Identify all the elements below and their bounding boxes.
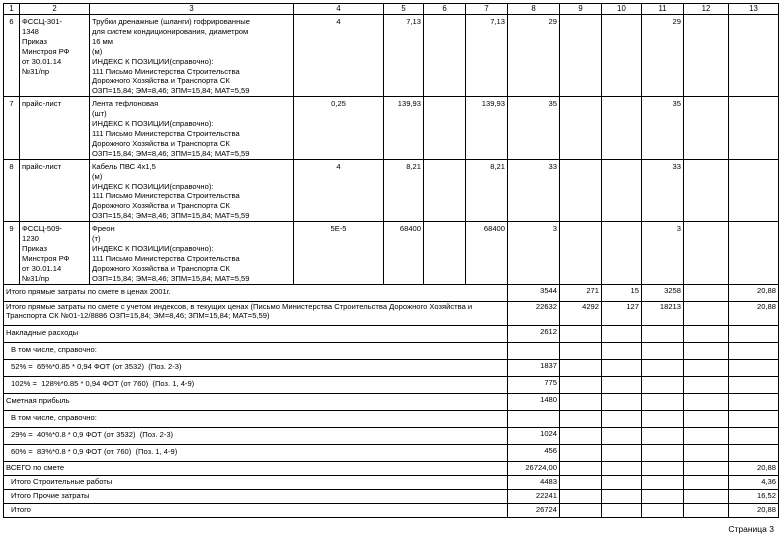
- summary-col-12: [684, 359, 729, 376]
- item-description: [90, 159, 294, 221]
- item-description-line: Кабель ПВС 4х1,5: [92, 161, 156, 171]
- item-code-line: Минстроя РФ: [22, 46, 70, 56]
- item-code-line: от 30.01.14: [22, 56, 62, 66]
- summary-label: Сметная прибыль: [4, 393, 508, 410]
- summary-col-13: [729, 393, 779, 410]
- item-col-13: [729, 159, 779, 221]
- item-description-line: ИНДЕКС К ПОЗИЦИИ(справочно):: [92, 181, 214, 191]
- item-code-line: ФССЦ-301-: [22, 17, 63, 26]
- summary-label: В том числе, справочно:: [4, 342, 508, 359]
- item-total: 29: [508, 15, 560, 97]
- summary-col-13: 16,52: [729, 489, 779, 503]
- item-total: 33: [508, 159, 560, 221]
- summary-total: 22632: [508, 301, 560, 325]
- item-col-12: [684, 15, 729, 97]
- summary-total: 1837: [508, 359, 560, 376]
- summary-col-10: [602, 461, 642, 475]
- summary-col-12: [684, 284, 729, 301]
- summary-col-13: 20,88: [729, 301, 779, 325]
- summary-col-11: [642, 427, 684, 444]
- item-col-6: [424, 159, 466, 221]
- item-col-11: 35: [642, 97, 684, 159]
- summary-label: Накладные расходы: [4, 325, 508, 342]
- summary-col-10: [602, 376, 642, 393]
- summary-col-9: [560, 427, 602, 444]
- item-col-10: [602, 15, 642, 97]
- summary-col-11: [642, 393, 684, 410]
- table-row: [4, 222, 779, 284]
- item-code: [20, 159, 90, 221]
- item-total: 3: [508, 222, 560, 284]
- col-header-3: 3: [90, 4, 294, 15]
- item-description-line: (м): [92, 46, 103, 56]
- summary-col-11: [642, 410, 684, 427]
- item-code-line: ФССЦ-509-: [22, 224, 63, 234]
- summary-total: 456: [508, 444, 560, 461]
- table-row: [4, 15, 779, 97]
- item-description-line: для систем кондиционирования, диаметром: [92, 26, 249, 36]
- col-header-10: 10: [602, 4, 642, 15]
- item-unit-price: 139,93: [384, 97, 424, 159]
- summary-col-9: [560, 393, 602, 410]
- item-col-12: [684, 97, 729, 159]
- summary-label: В том числе, справочно:: [4, 410, 508, 427]
- estimate-table-body: [4, 4, 779, 518]
- item-col-12: [684, 159, 729, 221]
- summary-col-12: [684, 475, 729, 489]
- summary-label: Итого: [4, 503, 508, 517]
- item-description-line: Дорожного Хозяйства и Транспорта СК: [92, 201, 230, 211]
- col-header-5: 5: [384, 4, 424, 15]
- summary-col-13: 20,88: [729, 503, 779, 517]
- summary-total: 775: [508, 376, 560, 393]
- summary-col-12: [684, 393, 729, 410]
- item-number: 9: [4, 222, 20, 284]
- summary-col-12: [684, 342, 729, 359]
- col-header-12: 12: [684, 4, 729, 15]
- item-code: [20, 222, 90, 284]
- item-code-line: Минстроя РФ: [22, 253, 70, 263]
- summary-total: 26724,00: [508, 461, 560, 475]
- item-quantity: 4: [294, 15, 384, 97]
- summary-col-13: [729, 410, 779, 427]
- summary-col-9: [560, 503, 602, 517]
- item-number: 6: [4, 15, 20, 97]
- item-col-7: 68400: [466, 222, 508, 284]
- summary-total: [508, 342, 560, 359]
- item-code-line: №31/пр: [22, 66, 50, 76]
- item-description-line: ИНДЕКС К ПОЗИЦИИ(справочно):: [92, 56, 214, 66]
- summary-col-9: [560, 359, 602, 376]
- item-code-line: Приказ: [22, 36, 48, 46]
- summary-label: Итого прямые затраты по смете в ценах 2001г.: [4, 284, 508, 301]
- summary-row: [4, 284, 779, 301]
- item-code: [20, 97, 90, 159]
- col-header-1: 1: [4, 4, 20, 15]
- summary-row: [4, 342, 779, 359]
- summary-col-9: [560, 475, 602, 489]
- summary-col-13: [729, 427, 779, 444]
- summary-row: [4, 444, 779, 461]
- item-col-9: [560, 159, 602, 221]
- item-description-line: ИНДЕКС К ПОЗИЦИИ(справочно):: [92, 119, 214, 129]
- summary-total: 22241: [508, 489, 560, 503]
- item-description-line: 111 Письмо Министерства Строительства: [92, 191, 240, 201]
- summary-label: Итого прямые затраты по смете с учетом индексов, в текущих ценах (Письмо Министерства Строительства Дорожного Хозяйства и Транспорта СК №01-12/8886 ОЗП=15,84; ЭМ=8,46; ЗПМ=15,84; МАТ=5,59): [4, 301, 508, 325]
- summary-col-9: [560, 410, 602, 427]
- summary-label: 60% = 83%*0.8 * 0,9 ФОТ (от 760) (Поз. 1, 4-9): [4, 444, 508, 461]
- summary-row: [4, 325, 779, 342]
- summary-col-10: 15: [602, 284, 642, 301]
- summary-col-11: [642, 342, 684, 359]
- summary-col-10: [602, 475, 642, 489]
- item-description-line: Фреон: [92, 224, 115, 234]
- item-col-11: 33: [642, 159, 684, 221]
- summary-col-11: [642, 444, 684, 461]
- item-col-7: 8,21: [466, 159, 508, 221]
- summary-col-9: [560, 444, 602, 461]
- summary-col-12: [684, 427, 729, 444]
- item-description-line: Дорожного Хозяйства и Транспорта СК: [92, 263, 230, 273]
- summary-label: Итого Прочие затраты: [4, 489, 508, 503]
- item-col-9: [560, 97, 602, 159]
- summary-col-12: [684, 503, 729, 517]
- summary-col-9: 4292: [560, 301, 602, 325]
- summary-col-10: 127: [602, 301, 642, 325]
- summary-col-13: [729, 359, 779, 376]
- item-description-line: Дорожного Хозяйства и Транспорта СК: [92, 76, 230, 86]
- col-header-7: 7: [466, 4, 508, 15]
- summary-col-12: [684, 410, 729, 427]
- item-unit-price: 7,13: [384, 15, 424, 97]
- col-header-9: 9: [560, 4, 602, 15]
- summary-col-10: [602, 393, 642, 410]
- item-unit-price: 8,21: [384, 159, 424, 221]
- item-quantity: 5E-5: [294, 222, 384, 284]
- summary-col-10: [602, 342, 642, 359]
- item-col-9: [560, 222, 602, 284]
- summary-col-10: [602, 410, 642, 427]
- summary-col-10: [602, 325, 642, 342]
- summary-total: 4483: [508, 475, 560, 489]
- summary-col-11: [642, 475, 684, 489]
- item-code-line: прайс-лист: [22, 161, 62, 171]
- item-description-line: 111 Письмо Министерства Строительства: [92, 66, 240, 76]
- summary-col-11: [642, 359, 684, 376]
- item-description-line: ОЗП=15,84; ЭМ=8,46; ЗПМ=15,84; МАТ=5,59: [92, 211, 250, 221]
- summary-col-10: [602, 444, 642, 461]
- summary-col-12: [684, 461, 729, 475]
- item-description-line: (т): [92, 234, 101, 244]
- item-col-6: [424, 222, 466, 284]
- item-code-line: 1348: [22, 26, 39, 36]
- summary-col-12: [684, 301, 729, 325]
- summary-row: [4, 376, 779, 393]
- estimate-table: [3, 3, 779, 518]
- summary-col-9: 271: [560, 284, 602, 301]
- summary-total: [508, 410, 560, 427]
- item-col-6: [424, 15, 466, 97]
- summary-row: [4, 475, 779, 489]
- col-header-13: 13: [729, 4, 779, 15]
- item-description-line: 16 мм: [92, 36, 113, 46]
- item-description: [90, 97, 294, 159]
- summary-row: [4, 410, 779, 427]
- item-description: [90, 15, 294, 97]
- summary-label: ВСЕГО по смете: [4, 461, 508, 475]
- item-description-line: ОЗП=15,84; ЭМ=8,46; ЗПМ=15,84; МАТ=5,59: [92, 273, 250, 283]
- summary-col-10: [602, 427, 642, 444]
- item-code-line: №31/пр: [22, 273, 50, 283]
- item-quantity: 0,25: [294, 97, 384, 159]
- summary-label: 52% = 65%*0.85 * 0,94 ФОТ (от 3532) (Поз. 2-3): [4, 359, 508, 376]
- summary-row: [4, 359, 779, 376]
- summary-col-11: [642, 325, 684, 342]
- table-row: [4, 97, 779, 159]
- summary-col-9: [560, 461, 602, 475]
- item-unit-price: 68400: [384, 222, 424, 284]
- summary-row: [4, 393, 779, 410]
- summary-label: 102% = 128%*0.85 * 0,94 ФОТ (от 760) (Поз. 1, 4-9): [4, 376, 508, 393]
- summary-col-10: [602, 359, 642, 376]
- item-col-13: [729, 15, 779, 97]
- column-number-header-row: [4, 4, 779, 15]
- summary-col-9: [560, 376, 602, 393]
- item-description-line: Трубки дренажные (шланги) гофрированные: [92, 17, 250, 26]
- summary-col-10: [602, 489, 642, 503]
- summary-col-12: [684, 376, 729, 393]
- summary-row: [4, 461, 779, 475]
- item-col-11: 3: [642, 222, 684, 284]
- summary-col-10: [602, 503, 642, 517]
- col-header-8: 8: [508, 4, 560, 15]
- item-col-12: [684, 222, 729, 284]
- item-description-line: ОЗП=15,84; ЭМ=8,46; ЗПМ=15,84; МАТ=5,59: [92, 148, 250, 158]
- item-code-line: 1230: [22, 234, 39, 244]
- item-col-10: [602, 222, 642, 284]
- summary-col-13: [729, 325, 779, 342]
- col-header-4: 4: [294, 4, 384, 15]
- item-code-line: прайс-лист: [22, 99, 62, 109]
- summary-col-13: 4,36: [729, 475, 779, 489]
- summary-total: 1024: [508, 427, 560, 444]
- item-col-6: [424, 97, 466, 159]
- item-number: 8: [4, 159, 20, 221]
- summary-col-12: [684, 489, 729, 503]
- col-header-6: 6: [424, 4, 466, 15]
- summary-col-9: [560, 342, 602, 359]
- summary-label: Итого Строительные работы: [4, 475, 508, 489]
- item-description-line: 111 Письмо Министерства Строительства: [92, 253, 240, 263]
- item-col-10: [602, 97, 642, 159]
- summary-col-11: [642, 376, 684, 393]
- summary-row: [4, 301, 779, 325]
- item-col-7: 139,93: [466, 97, 508, 159]
- summary-row: [4, 427, 779, 444]
- item-col-13: [729, 97, 779, 159]
- item-description-line: (шт): [92, 109, 107, 119]
- item-code-line: Приказ: [22, 243, 48, 253]
- summary-col-11: 18213: [642, 301, 684, 325]
- summary-col-13: [729, 376, 779, 393]
- summary-col-13: 20,88: [729, 461, 779, 475]
- summary-col-12: [684, 325, 729, 342]
- table-row: [4, 159, 779, 221]
- item-description-line: ОЗП=15,84; ЭМ=8,46; ЗПМ=15,84; МАТ=5,59: [92, 86, 250, 96]
- item-description-line: Дорожного Хозяйства и Транспорта СК: [92, 138, 230, 148]
- summary-total: 26724: [508, 503, 560, 517]
- item-col-9: [560, 15, 602, 97]
- page-number: Страница 3: [728, 524, 774, 534]
- summary-col-11: [642, 461, 684, 475]
- summary-col-13: [729, 342, 779, 359]
- item-col-7: 7,13: [466, 15, 508, 97]
- col-header-2: 2: [20, 4, 90, 15]
- summary-total: 2612: [508, 325, 560, 342]
- item-description-line: ИНДЕКС К ПОЗИЦИИ(справочно):: [92, 243, 214, 253]
- col-header-11: 11: [642, 4, 684, 15]
- item-col-10: [602, 159, 642, 221]
- item-description-line: Лента тефлоновая: [92, 99, 159, 109]
- item-total: 35: [508, 97, 560, 159]
- item-description-line: (м): [92, 171, 103, 181]
- summary-col-11: 3258: [642, 284, 684, 301]
- summary-col-9: [560, 325, 602, 342]
- item-description-line: 111 Письмо Министерства Строительства: [92, 128, 240, 138]
- summary-col-9: [560, 489, 602, 503]
- summary-col-11: [642, 503, 684, 517]
- summary-col-12: [684, 444, 729, 461]
- summary-row: [4, 503, 779, 517]
- summary-col-13: 20,88: [729, 284, 779, 301]
- item-col-11: 29: [642, 15, 684, 97]
- summary-row: [4, 489, 779, 503]
- summary-label: 29% = 40%*0.8 * 0,9 ФОТ (от 3532) (Поз. 2-3): [4, 427, 508, 444]
- item-description: [90, 222, 294, 284]
- summary-total: 1480: [508, 393, 560, 410]
- item-quantity: 4: [294, 159, 384, 221]
- summary-col-11: [642, 489, 684, 503]
- item-number: 7: [4, 97, 20, 159]
- item-col-13: [729, 222, 779, 284]
- item-code: [20, 15, 90, 97]
- summary-total: 3544: [508, 284, 560, 301]
- item-code-line: от 30.01.14: [22, 263, 62, 273]
- summary-col-13: [729, 444, 779, 461]
